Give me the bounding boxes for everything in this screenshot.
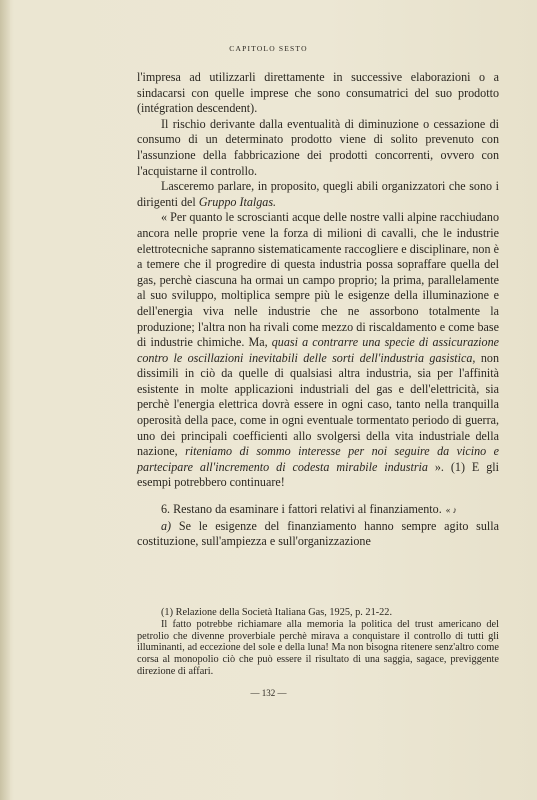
italic-run: a) (161, 518, 172, 533)
paragraph (137, 519, 499, 550)
footnote: (1) Relazione della Società Italiana Gas, 1925, p. 21-22. (161, 607, 393, 618)
paragraph: l'impresa ad utilizzarli direttamente in successive elaborazioni o a sindacarsi con quelle imprese che sono consumatrici del suo prodotto (intégration descendent). (137, 70, 499, 116)
footnote-text: Il fatto potrebbe richiamare alla memoria la politica del trust americano del petrolio che divenne proverbiale perchè mirava a conquistare il controllo di tutti gli illuminanti, ad eccezione del sole e della luna! Ma non bisogna ritenere senz'altro come corsa al monopolio ciò che può essere il risultato di una saggia, sagace, previggente direzione di affari. (137, 618, 499, 677)
paragraph (137, 179, 499, 210)
italic-run: riteniamo di sommo interesse per noi seguire da vicino e partecipare all'incremento di codesta mirabile industria (137, 444, 499, 474)
quotation-paragraph (137, 210, 499, 491)
text-run: Se le esigenze del finanziamento hanno sempre agito sulla costituzione, sull'ampiezza e sull'organizzazione (137, 518, 499, 549)
italic-run: quasi a contrarre una specie di assicurazione contro le oscillazioni inevitabili delle sorti dell'industria gasistica, (137, 335, 499, 365)
margin-mark: « ♪ (445, 505, 457, 516)
text-run: Lasceremo parlare, in proposito, quegli abili organizzatori che sono i dirigenti del (137, 179, 499, 209)
italic-run: Gruppo Italgas. (198, 194, 277, 209)
text-run: non dissimili in ciò da quelle di qualsiasi altra industria, sia per l'affinità esistente in molte applicazioni industriali del gas e dell'elettricità, sia perchè l'energia elettrica dovrà essere in ogni caso, tanto nella tranquilla operosità della pace, come in ogni eventuale tormentato periodo di guerra, uno dei principali coefficienti allo svolgersi della vita industriale della nazione, (137, 350, 499, 459)
text-run: ». (1) E gli esempi potrebbero continuare! (137, 459, 499, 490)
body-text (137, 70, 499, 550)
paragraph: Il rischio derivante dalla eventualità di diminuzione o cessazione di consumo di un determinato prodotto viene di solito prevenuto con l'assunzione della fabbricazione dei prodotti concorrenti, ovvero con l'acquistarne il controllo. (137, 116, 499, 178)
text-run: 6. Restano da esaminare i fattori relativi al finanziamento. (161, 502, 442, 517)
running-head: CAPITOLO SESTO (229, 44, 308, 53)
text-run: « Per quanto le scroscianti acque delle nostre valli alpine racchiudano ancora nelle proprie vene la forza di milioni di cavalli, che le industrie elettrotecniche sapranno sistematicamente raccogliere e disciplinare, non è a temere che il progredire di questa industria possa sopraffare quella del gas, perchè ciascuna ha ormai un campo proprio; la prima, parallelamente al suo sviluppo, moltiplica sempre più le esigenze della illuminazione e dell'energia viva nelle industrie che ne assorbono totalmente la produzione; l'altra non ha rivali come mezzo di riscaldamento e come base di industrie chimiche. Ma, (137, 210, 499, 350)
page-number: — 132 — (250, 688, 287, 698)
footnotes (137, 607, 499, 678)
page-spine-shadow (0, 0, 10, 800)
section-heading-paragraph (137, 502, 499, 519)
